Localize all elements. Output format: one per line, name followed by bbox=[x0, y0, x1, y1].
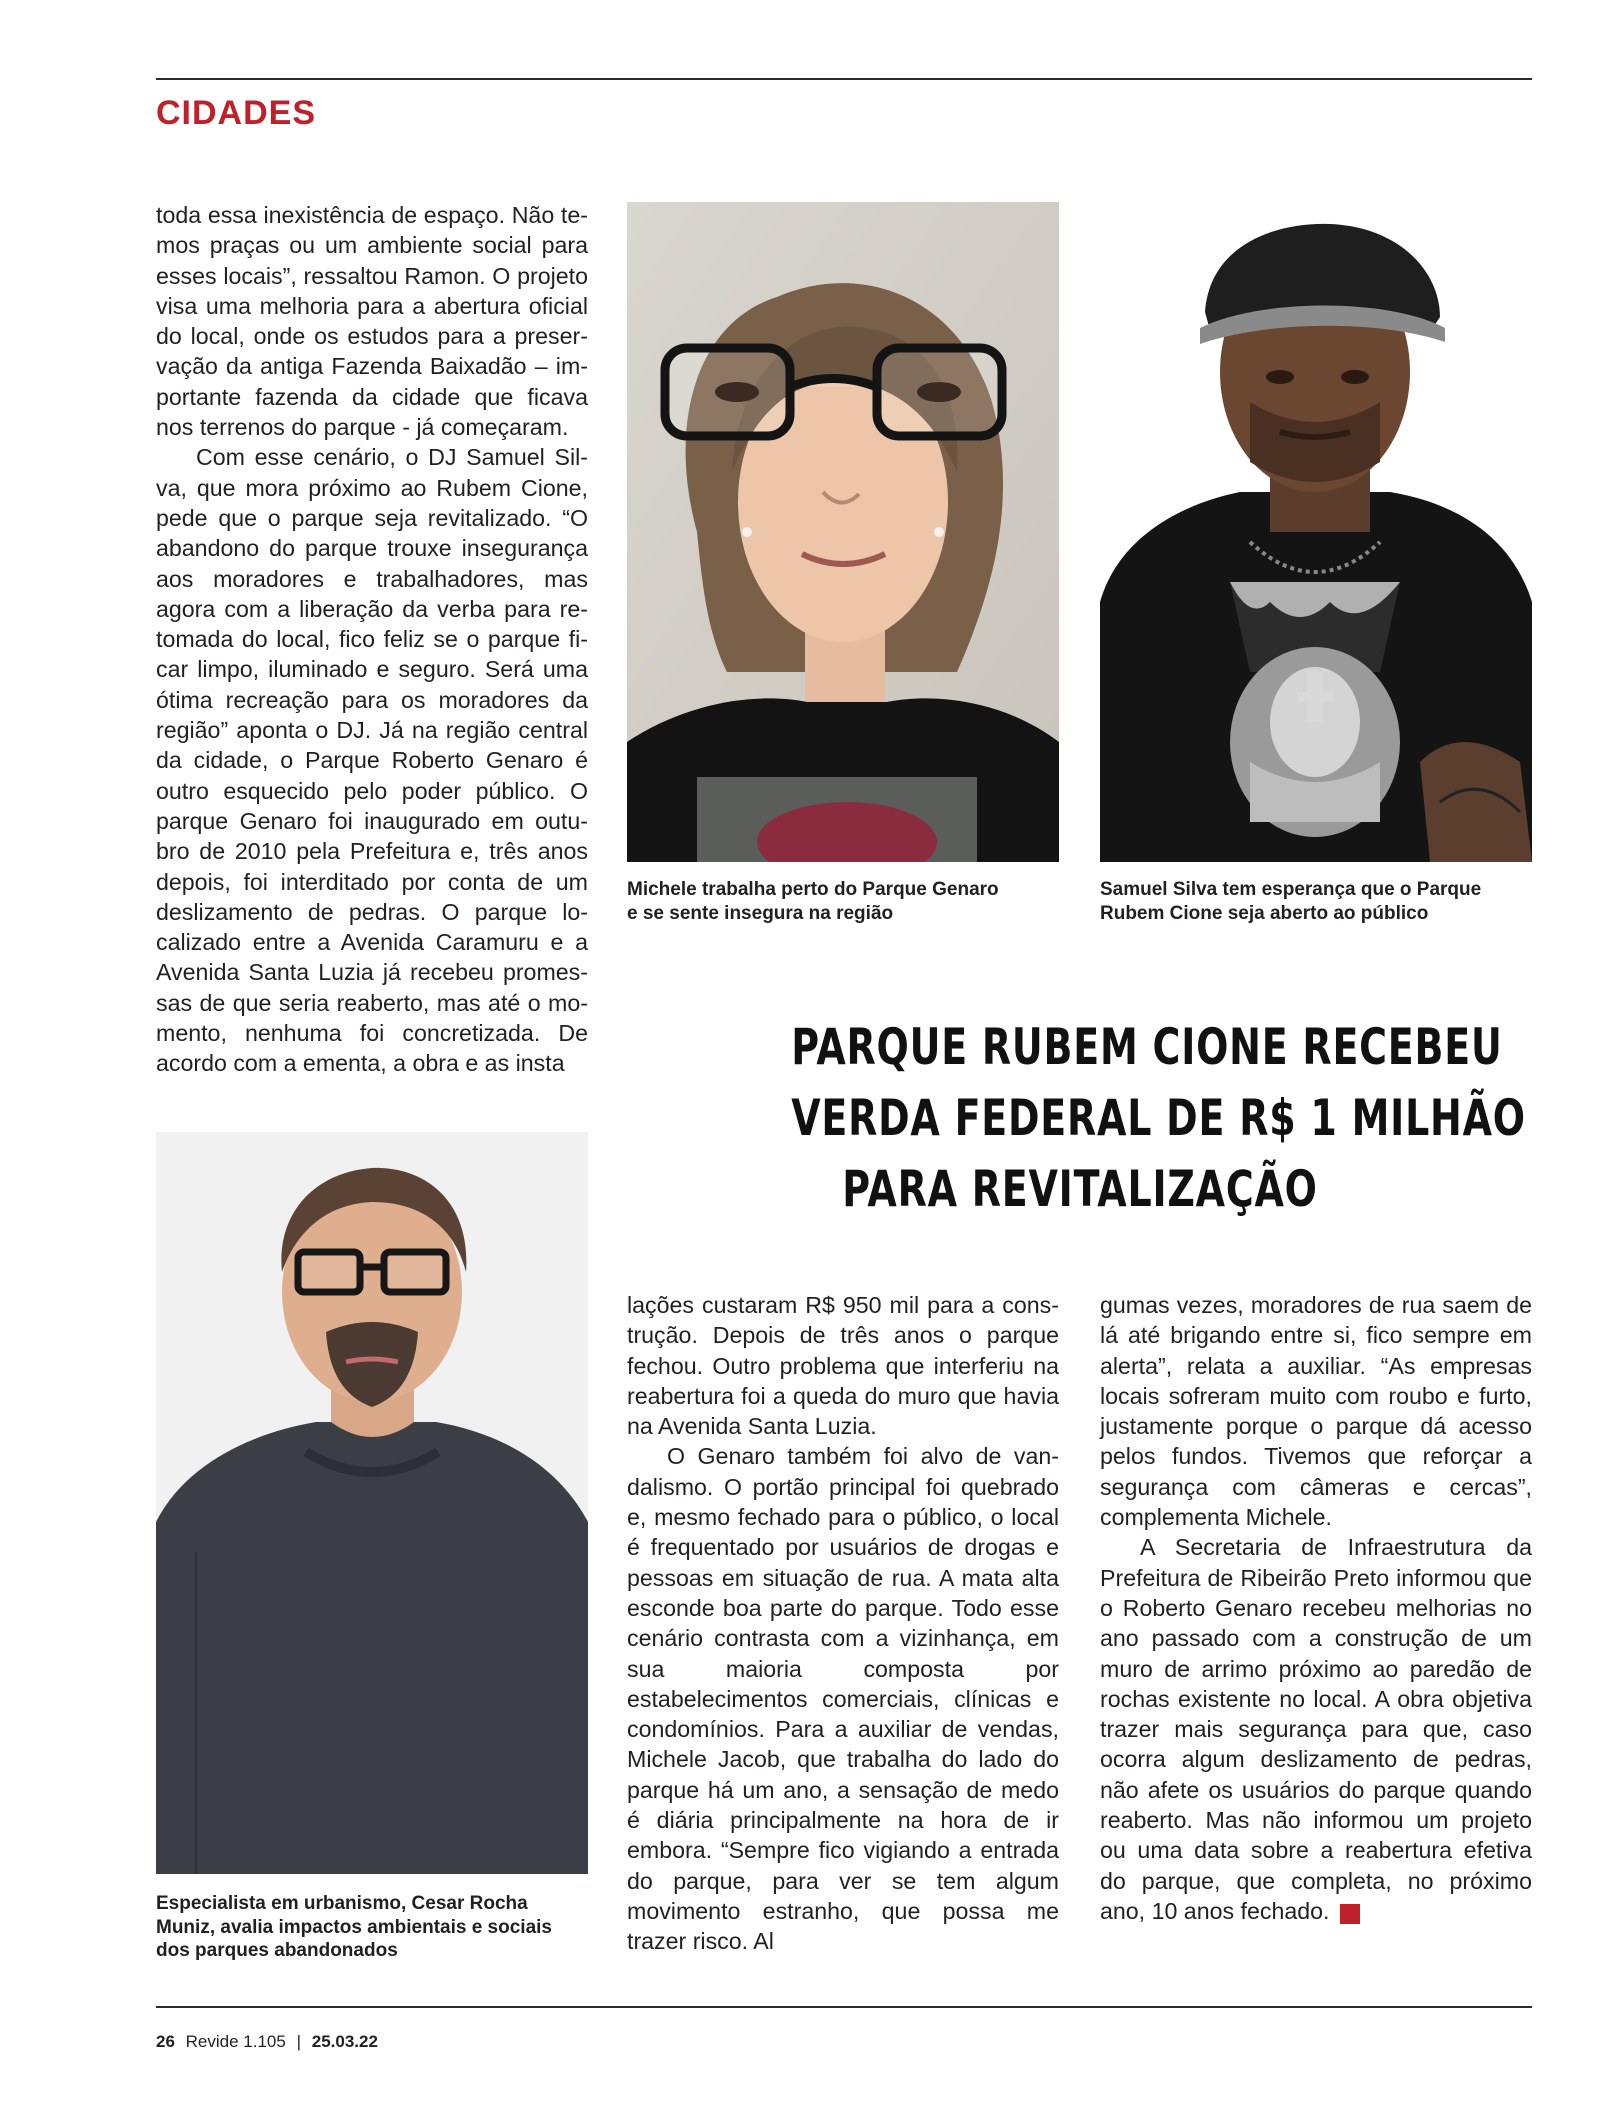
photo-samuel bbox=[1100, 202, 1532, 862]
woman-portrait-image bbox=[627, 202, 1059, 862]
top-rule bbox=[156, 78, 1532, 80]
headline-line: PARA REVITALIZAÇÃO bbox=[842, 1160, 1318, 1218]
bald-man-portrait-image bbox=[156, 1132, 588, 1874]
page-footer bbox=[156, 2032, 378, 2052]
paragraph: toda essa inexistência de espaço. Não temos praças ou um ambiente social para esses locais”, ressaltou Ramon. O projeto visa uma melhoria para a abertura oficial do local, onde os estudos para a preservação da antiga Fazenda Baixadão – importante fazenda da cidade que ficava nos terrenos do parque - já começaram. bbox=[156, 202, 588, 441]
photo-caption-samuel: Samuel Silva tem esperança que o Parque Rubem Cione seja aberto ao público bbox=[1100, 879, 1482, 924]
photo-michele bbox=[627, 202, 1059, 862]
section-label: CIDADES bbox=[156, 94, 317, 132]
man-cap-portrait-image bbox=[1100, 202, 1532, 862]
paragraph-text: A Secretaria de Infraestrutura da Prefeitura de Ribeirão Preto informou que o Roberto Genaro recebeu melhorias no ano passado com a construção de um muro de arrimo próximo ao paredão de rochas existente no local. A obra objetiva trazer mais segurança para que, caso ocorra algum deslizamento de pedras, não afete os usuários do parque quando reaberto. Mas não informou um projeto ou uma data sobre a reabertura efetiva do parque, que completa, no próximo ano, 10 anos fechado. bbox=[1100, 1534, 1532, 1924]
headline-line: VERDA FEDERAL DE R$ 1 MILHÃO bbox=[791, 1089, 1526, 1147]
paragraph: Com esse cenário, o DJ Samuel Silva, que mora próximo ao Rubem Cione, pede que o parque seja revitalizado. “O abandono do parque trouxe insegurança aos moradores e trabalhadores, mas agora com a liberação da verba para retomada do local, fico feliz se o parque ficar limpo, iluminado e seguro. Será uma ótima recreação para os moradores da região” aponta o DJ. Já na região central da cidade, o Parque Roberto Genaro é outro esquecido pelo poder público. O parque Genaro foi inaugurado em outubro de 2010 pela Prefeitura e, três anos depois, foi interditado por conta de um deslizamento de pedras. O parque localizado entre a Avenida Caramuru e a Avenida Santa Luzia já recebeu promessas de que seria reaberto, mas até o momento, nenhuma foi concretizada. De acordo com a ementa, a obra e as insta bbox=[156, 444, 588, 1077]
photo-caption-cesar: Especialista em urbanismo, Cesar Rocha Muniz, avalia impactos ambientais e sociais dos parques abandonados bbox=[156, 1893, 552, 1961]
article-column-middle bbox=[627, 1290, 1059, 1957]
paragraph: gumas vezes, moradores de rua saem de lá até brigando entre si, fico sempre em alerta”, relata a auxiliar. “As empresas locais sofreram muito com roubo e furto, justamente porque o parque dá acesso pelos fundos. Tivemos que reforçar a segurança com câmeras e cercas”, complementa Michele. bbox=[1100, 1292, 1532, 1531]
photo-cesar bbox=[156, 1132, 588, 1874]
paragraph-final bbox=[1100, 1532, 1532, 1926]
photo-caption-michele: Michele trabalha perto do Parque Genaro e se sente insegura na região bbox=[627, 879, 999, 924]
magazine-issue: Revide 1.105 bbox=[185, 2032, 286, 2051]
article-column-right bbox=[1100, 1290, 1532, 1926]
headline-line: PARQUE RUBEM CIONE RECEBEU bbox=[791, 1018, 1503, 1076]
paragraph: O Genaro também foi alvo de vandalismo. O portão principal foi quebrado e, mesmo fechado para o público, o local é frequentado por usuários de drogas e pessoas em situação de rua. A mata alta esconde boa parte do parque. Todo esse cenário contrasta com a vizinhança, em sua maioria composta por estabelecimentos comerciais, clínicas e condomínios. Para a auxiliar de vendas, Michele Jacob, que trabalha do lado do parque há um ano, a sensação de medo é diária principalmente na hora de ir embora. “Sempre fico vigiando a entrada do parque, para ver se tem algum movimento estranho, que possa me trazer risco. Al bbox=[627, 1443, 1059, 1955]
article-headline bbox=[791, 1012, 1526, 1225]
footer-separator: | bbox=[296, 2032, 301, 2051]
paragraph: lações custaram R$ 950 mil para a construção. Depois de três anos o parque fechou. Outro problema que interferiu na reabertura foi a queda do muro que havia na Avenida Santa Luzia. bbox=[627, 1292, 1059, 1440]
end-mark-icon: R bbox=[1340, 1904, 1360, 1924]
article-column-left bbox=[156, 200, 588, 1079]
page-number: 26 bbox=[156, 2032, 175, 2051]
bottom-rule bbox=[156, 2006, 1532, 2008]
issue-date: 25.03.22 bbox=[311, 2032, 378, 2051]
